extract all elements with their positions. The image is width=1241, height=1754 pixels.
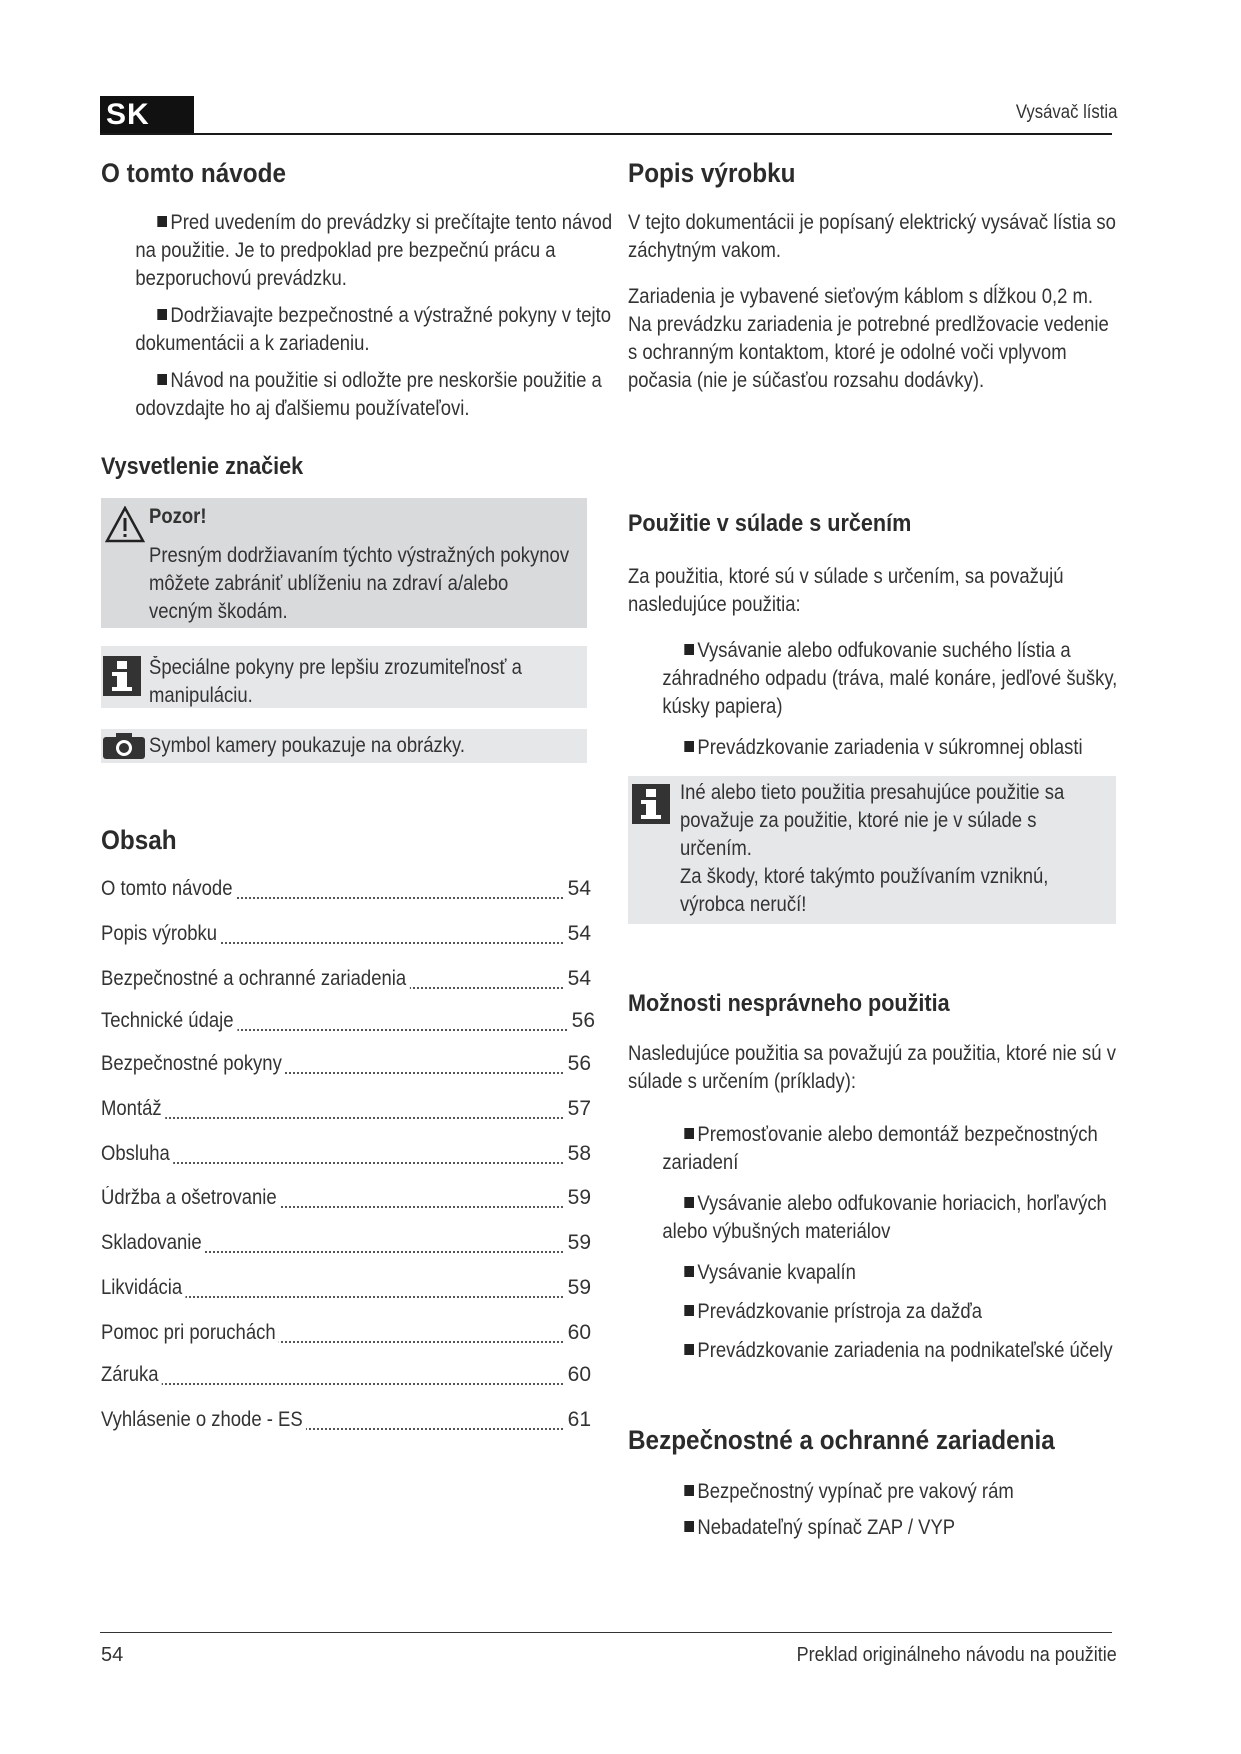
toc-label: Obsluha bbox=[101, 1142, 173, 1166]
toc-row[interactable] bbox=[101, 967, 591, 995]
misuse-heading: Možnosti nesprávneho použitia bbox=[628, 990, 950, 1017]
bullet-icon bbox=[684, 741, 694, 752]
toc-label: Vyhlásenie o zhode - ES bbox=[101, 1408, 306, 1432]
intended-use-intro: Za použitia, ktoré sú v súlade s určením, sa považujú nasledujúce použitia: bbox=[628, 565, 1064, 616]
language-badge: SK bbox=[100, 96, 194, 133]
toc-page: 54 bbox=[564, 922, 591, 946]
toc-page: 54 bbox=[564, 877, 591, 901]
toc-label: Bezpečnostné a ochranné zariadenia bbox=[101, 967, 410, 991]
toc-label: Likvidácia bbox=[101, 1276, 186, 1300]
camera-text: Symbol kamery poukazuje na obrázky. bbox=[149, 734, 466, 757]
toc-label: Bezpečnostné pokyny bbox=[101, 1052, 285, 1076]
warning-title: Pozor! bbox=[149, 505, 207, 528]
toc-row[interactable] bbox=[101, 1363, 591, 1391]
misuse-intro: Nasledujúce použitia sa považujú za použitia, ktoré nie sú v súlade s určením (príklady): bbox=[628, 1042, 1116, 1093]
list-item: Premosťovanie alebo demontáž bezpečnostných zariadení bbox=[662, 1123, 1098, 1174]
warning-triangle-icon bbox=[105, 506, 145, 544]
list-item: Vysávanie alebo odfukovanie horiacich, horľavých alebo výbušných materiálov bbox=[662, 1192, 1107, 1243]
list-item: Prevádzkovanie zariadenia v súkromnej oblasti bbox=[628, 734, 1150, 762]
camera-box bbox=[101, 729, 587, 763]
list-item: Vysávanie alebo odfukovanie suchého lístia a záhradného odpadu (tráva, malé konáre, jedľové šušky, kúsky papiera) bbox=[662, 639, 1118, 718]
info-icon bbox=[632, 784, 670, 824]
info-icon bbox=[103, 656, 141, 696]
toc-heading: Obsah bbox=[101, 825, 177, 855]
misuse-list bbox=[628, 1121, 1148, 1365]
list-item: Návod na použitie si odložte pre neskoršie použitie a odovzdajte ho aj ďalšiemu používateľovi. bbox=[135, 369, 602, 420]
bullet-icon bbox=[684, 1197, 694, 1208]
intended-use-note bbox=[628, 776, 1116, 924]
toc-page: 56 bbox=[564, 1052, 591, 1076]
list-item: Bezpečnostný vypínač pre vakový rám bbox=[628, 1478, 1150, 1506]
list-item: Nebadateľný spínač ZAP / VYP bbox=[628, 1514, 1150, 1542]
list-item: Prevádzkovanie prístroja za dažďa bbox=[628, 1298, 1150, 1326]
toc-row[interactable] bbox=[101, 1097, 591, 1125]
product-description bbox=[628, 209, 1118, 395]
toc-row[interactable] bbox=[101, 1321, 591, 1349]
toc-label: Údržba a ošetrovanie bbox=[101, 1186, 280, 1210]
list-item: Pred uvedením do prevádzky si prečítajte tento návod na použitie. Je to predpoklad pre bezpečnú prácu a bezporuchovú prevádzku. bbox=[135, 211, 613, 290]
footer-rule bbox=[100, 1632, 1112, 1633]
toc-page: 59 bbox=[564, 1231, 591, 1255]
safety-list bbox=[628, 1478, 1148, 1542]
bullet-icon bbox=[684, 644, 694, 655]
safety-heading: Bezpečnostné a ochranné zariadenia bbox=[628, 1425, 1055, 1455]
list-item: Vysávanie kvapalín bbox=[628, 1259, 1150, 1287]
about-list bbox=[101, 209, 621, 423]
toc-row[interactable] bbox=[101, 1052, 591, 1080]
product-heading: Popis výrobku bbox=[628, 158, 796, 188]
bullet-icon bbox=[684, 1128, 694, 1139]
product-paragraph: Zariadenia je vybavené sieťovým káblom s dĺžkou 0,2 m. Na prevádzku zariadenia je potrebné predlžovacie vedenie s ochranným kontaktom, ktoré je odolné voči vplyvom počasia (nie je súčasťou rozsahu dodávky). bbox=[628, 285, 1109, 392]
toc-row[interactable] bbox=[101, 922, 591, 950]
toc-page: 58 bbox=[564, 1142, 591, 1166]
list-item: Dodržiavajte bezpečnostné a výstražné pokyny v tejto dokumentácii a k zariadeniu. bbox=[135, 304, 612, 355]
header-title: Vysávač lístia bbox=[1015, 102, 1117, 123]
about-heading: O tomto návode bbox=[101, 158, 286, 188]
toc-label: Záruka bbox=[101, 1363, 162, 1387]
camera-icon bbox=[103, 733, 145, 759]
bullet-icon bbox=[157, 309, 167, 320]
header-rule bbox=[100, 96, 1112, 135]
bullet-icon bbox=[684, 1485, 694, 1496]
symbols-heading: Vysvetlenie značiek bbox=[101, 453, 304, 480]
list-item: Prevádzkovanie zariadenia na podnikateľské účely bbox=[628, 1337, 1150, 1365]
info-text: Špeciálne pokyny pre lepšiu zrozumiteľnosť a manipuláciu. bbox=[149, 656, 522, 707]
bullet-icon bbox=[684, 1521, 694, 1532]
intended-use-list bbox=[628, 637, 1148, 762]
bullet-icon bbox=[684, 1344, 694, 1355]
toc-row[interactable] bbox=[101, 1231, 591, 1259]
toc-label: Montáž bbox=[101, 1097, 165, 1121]
toc-row[interactable] bbox=[101, 1186, 591, 1214]
toc-leader bbox=[101, 1097, 563, 1119]
toc-row[interactable] bbox=[101, 1408, 591, 1436]
toc-page: 61 bbox=[564, 1408, 591, 1432]
toc-row[interactable] bbox=[101, 1009, 595, 1037]
toc-row[interactable] bbox=[101, 1142, 591, 1170]
toc-page: 60 bbox=[564, 1321, 591, 1345]
intended-use-heading: Použitie v súlade s určením bbox=[628, 510, 912, 537]
toc-row[interactable] bbox=[101, 1276, 591, 1304]
product-paragraph: V tejto dokumentácii je popísaný elektrický vysávač lístia so záchytným vakom. bbox=[628, 211, 1116, 262]
bullet-icon bbox=[684, 1266, 694, 1277]
toc-page: 57 bbox=[564, 1097, 591, 1121]
toc-label: Popis výrobku bbox=[101, 922, 221, 946]
toc-label: Pomoc pri poruchách bbox=[101, 1321, 279, 1345]
toc-page: 60 bbox=[564, 1363, 591, 1387]
toc-page: 54 bbox=[564, 967, 591, 991]
toc-page: 59 bbox=[564, 1276, 591, 1300]
intended-use-note-text: Iné alebo tieto použitia presahujúce použitie sa považuje za použitie, ktoré nie je v súlade s určením. Za škody, ktoré takýmto používaním vzniknú, výrobca neručí! bbox=[680, 781, 1065, 916]
bullet-icon bbox=[157, 374, 167, 385]
info-box bbox=[101, 646, 587, 708]
bullet-icon bbox=[684, 1305, 694, 1316]
toc-label: Skladovanie bbox=[101, 1231, 205, 1255]
toc-row[interactable] bbox=[101, 877, 591, 905]
toc-leader bbox=[101, 1363, 563, 1385]
footer-title: Preklad originálneho návodu na použitie bbox=[796, 1644, 1117, 1666]
toc-label: Technické údaje bbox=[101, 1009, 237, 1033]
toc-page: 56 bbox=[568, 1009, 595, 1033]
page-number: 54 bbox=[101, 1644, 124, 1666]
bullet-icon bbox=[157, 216, 167, 227]
warning-box bbox=[101, 498, 587, 628]
toc-page: 59 bbox=[564, 1186, 591, 1210]
toc-label: O tomto návode bbox=[101, 877, 236, 901]
warning-text: Presným dodržiavaním týchto výstražných pokynov môžete zabrániť ublíženiu na zdraví a/alebo vecným škodám. bbox=[149, 544, 570, 623]
